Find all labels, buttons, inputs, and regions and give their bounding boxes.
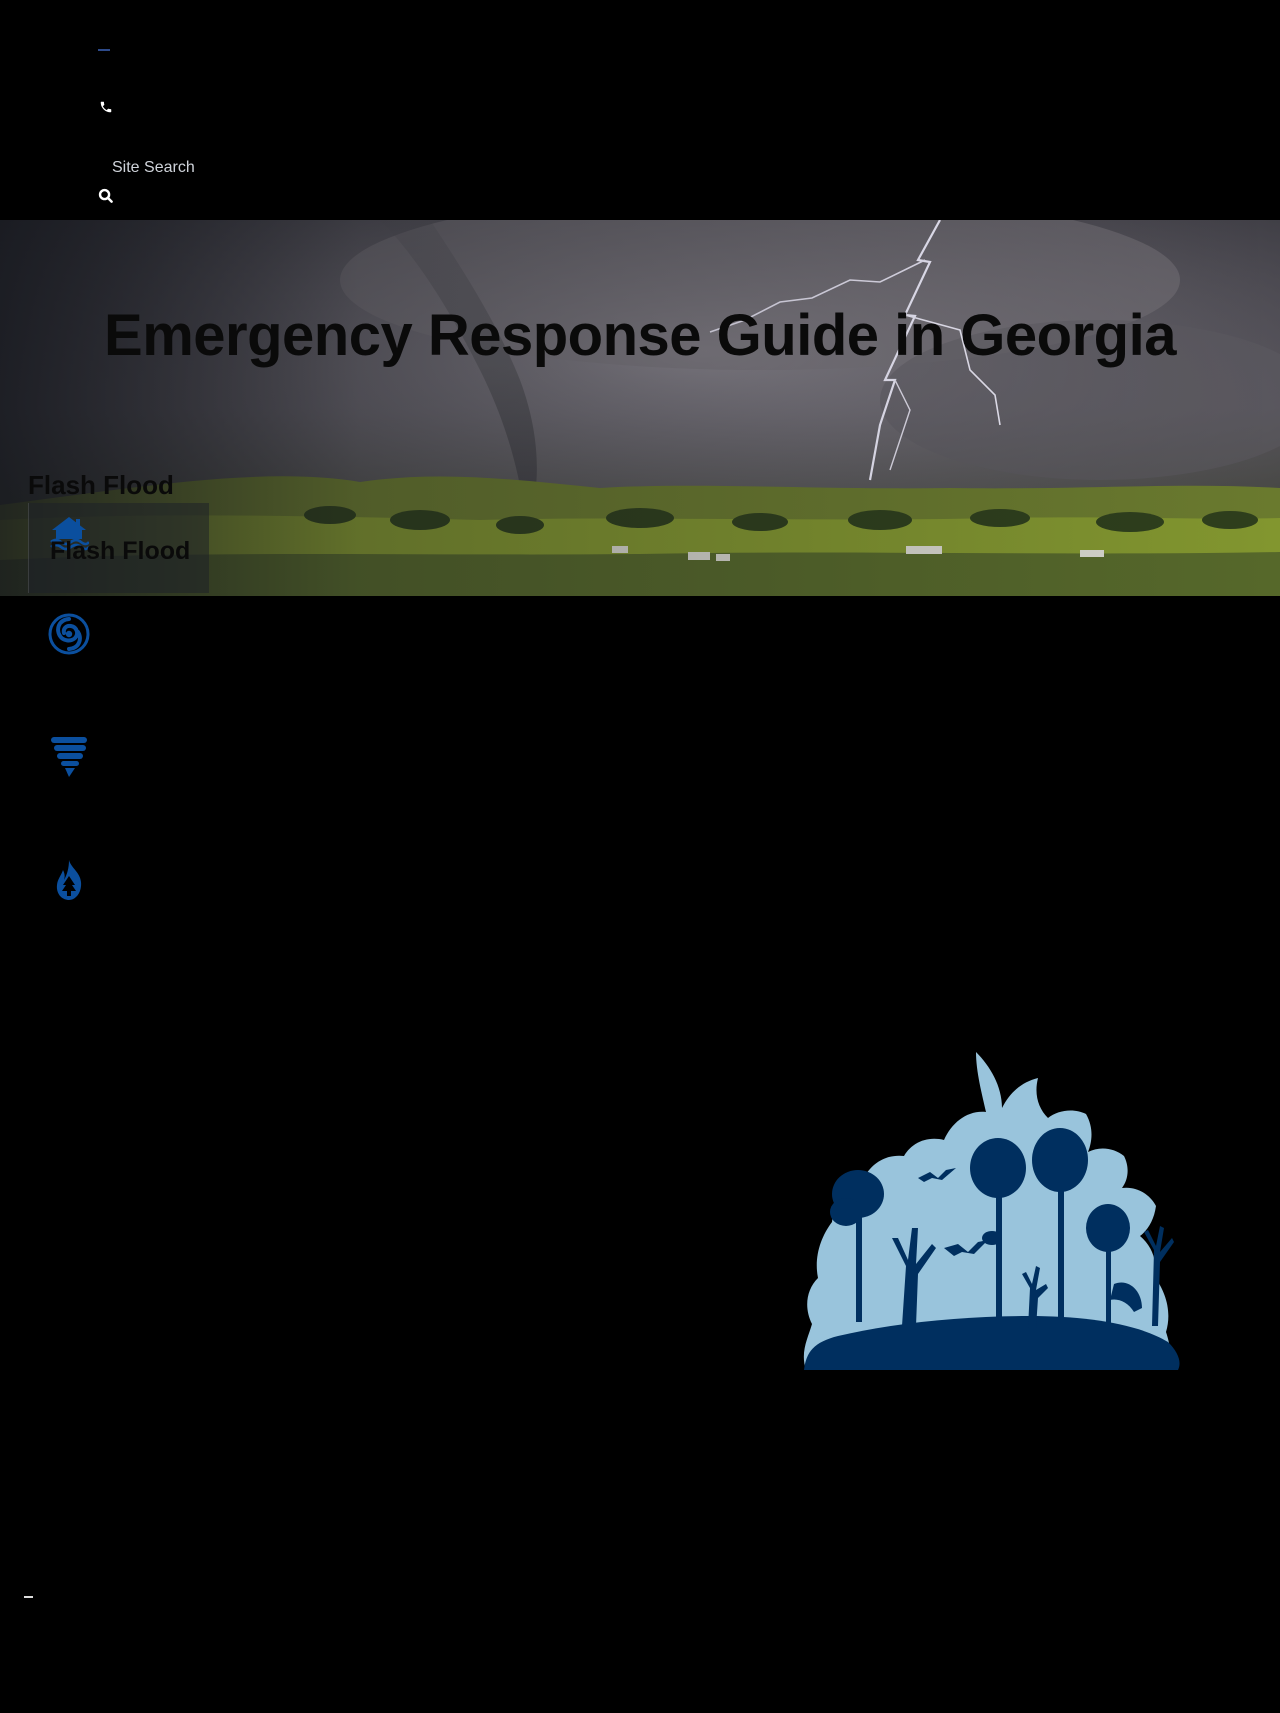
hazard-card-title: Flash Flood: [50, 537, 191, 565]
hazard-card-flash-flood[interactable]: [28, 503, 209, 593]
active-hazard-label: Flash Flood: [28, 470, 174, 500]
search-icon[interactable]: [98, 188, 113, 203]
hero-banner: [0, 220, 1280, 596]
site-search-input[interactable]: [98, 156, 372, 180]
tornado-icon[interactable]: [47, 735, 91, 779]
wildfire-icon[interactable]: [47, 858, 91, 902]
site-logo[interactable]: [98, 49, 110, 52]
page-title: Emergency Response Guide in Georgia: [104, 303, 1176, 368]
site-header: [0, 0, 1280, 220]
site-search: [98, 156, 398, 206]
hurricane-icon[interactable]: [47, 612, 91, 656]
phone-icon[interactable]: [99, 100, 113, 114]
wildfire-illustration: [798, 1052, 1202, 1372]
footer-mark: [24, 1596, 33, 1598]
